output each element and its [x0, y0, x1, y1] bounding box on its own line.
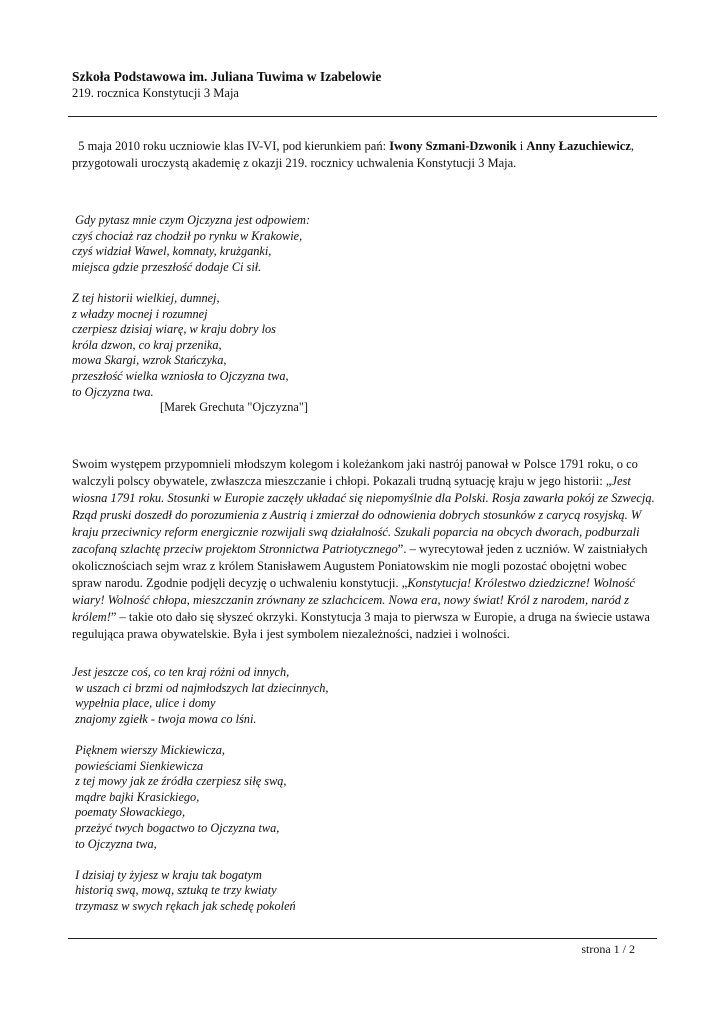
school-name: Szkoła Podstawowa im. Juliana Tuwima w Izabelowie: [72, 69, 382, 84]
poem-ojczyzna-part2: [72, 665, 432, 915]
poem-line: miejsca gdzie przeszłość dodaje Ci sił.: [72, 259, 262, 274]
stanza-gap: [72, 852, 432, 868]
poem-line: historią swą, mową, sztuką te trzy kwiaty: [72, 883, 277, 898]
poem-line: mądre bajki Krasickiego,: [72, 789, 200, 804]
document-subtitle: 219. rocznica Konstytucji 3 Maja: [72, 86, 239, 100]
poem-line: wypełnia place, ulice i domy: [72, 696, 216, 711]
page-number: strona 1 / 2: [581, 942, 635, 956]
poem-line: Z tej historii wielkiej, dumnej,: [72, 290, 220, 305]
poem-line: czerpiesz dzisiaj wiarę, w kraju dobry los: [72, 322, 276, 337]
document-header: [72, 68, 657, 101]
poem-line: poematy Słowackiego,: [72, 805, 186, 820]
poem-line: Pięknem wierszy Mickiewicza,: [72, 742, 225, 757]
poem-line: I dzisiaj ty żyjesz w kraju tak bogatym: [72, 867, 262, 882]
poem-line: Jest jeszcze coś, co ten kraj różni od innych,: [72, 665, 290, 679]
body-quote-1: Jest wiosna 1791 roku. Stosunki w Europie zaczęły układać się niepomyślnie dla Polski. Rosja zawarła pokój ze Szwecją. Rząd pruski doszedł do porozumienia z Austrią i zmierzał do odnowienia dobrych stosunków z carycą rosyjską. W kraju przeciwnicy reform energicznie rozwijali swą działalność. Szukali poparcia na obcych dworach, podburzali zacofaną szlachtę przeciw projektom Stronnictwa Patriotycznego: [72, 474, 655, 556]
body-quote-2: Konstytucja! Królestwo dziedziczne! Wolność wiary! Wolność chłopa, mieszczanin zrównany ze szlachcicem. Nowa era, nowy świat! Król z narodem, naród z królem!: [72, 576, 635, 624]
header-divider: [68, 116, 657, 117]
stanza-gap: [72, 727, 432, 743]
poem-line: to Ojczyzna twa,: [72, 836, 157, 851]
poem-line: to Ojczyzna twa.: [72, 384, 154, 399]
body-paragraph: [72, 456, 657, 643]
poem-line: znajomy zgiełk - twoja mowa co lśni.: [72, 711, 257, 726]
body-text-1: Swoim występem przypomnieli młodszym kolegom i koleżankom jaki nastrój panował w Polsce 1791 roku, o co walczyli polscy obywatele, zwłaszcza mieszczanie i chłopi. Pokazali trudną sytuację kraju w jego historii: „: [72, 457, 638, 488]
poem-line: z tej mowy jak ze źródła czerpiesz siłę swą,: [72, 774, 287, 789]
poem-line: trzymasz w swych rękach jak schedę pokoleń: [72, 898, 296, 913]
poem-line: przeszłość wielka wzniosła to Ojczyzna twa,: [72, 368, 289, 383]
body-text-2: ”. – wyrecytował jeden z uczniów. W zaistniałych okolicznościach sejm wraz z królem Stanisławem Augustem Poniatowskim nie mogli pozostać obojętni wobec spraw narodu. Zgodnie podjęli decyzję o uchwaleniu konstytucji. „: [72, 542, 648, 590]
stanza-gap: [72, 275, 432, 291]
poem-attribution: [Marek Grechuta "Ojczyzna"]: [160, 400, 308, 415]
poem-line: czyś widział Wawel, komnaty, krużganki,: [72, 244, 272, 259]
poem-line: powieściami Sienkiewicza: [72, 758, 204, 773]
poem-line: przeżyć twych bogactwo to Ojczyzna twa,: [72, 820, 280, 835]
poem-line: z władzy mocnej i rozumnej: [72, 306, 208, 321]
intro-paragraph: [72, 138, 657, 172]
poem-line: w uszach ci brzmi od najmłodszych lat dziecinnych,: [72, 680, 329, 695]
teacher-name-2: Anny Łazuchiewicz: [526, 139, 631, 153]
poem-ojczyzna-part1: [72, 213, 432, 416]
intro-text-1: 5 maja 2010 roku uczniowie klas IV-VI, pod kierunkiem pań:: [78, 139, 390, 153]
poem-line: Gdy pytasz mnie czym Ojczyzna jest odpowiem:: [72, 213, 311, 227]
intro-text-2: i: [516, 139, 527, 153]
poem-line: mowa Skargi, wzrok Stańczyka,: [72, 353, 227, 368]
intro-text-3: , przygotowali uroczystą akademię z okazji 219. rocznicy uchwalenia Konstytucji 3 Maja.: [72, 139, 635, 170]
body-text-3: ” – takie oto dało się słyszeć okrzyki. Konstytucja 3 maja to pierwsza w Europie, a druga na świecie ustawa regulująca prawa obywatelskie. Była i jest symbolem niezależności, nadziei i wolności.: [72, 610, 650, 641]
footer-divider: [68, 938, 657, 939]
poem-line: króla dzwon, co kraj przenika,: [72, 337, 222, 352]
poem-line: czyś chociaż raz chodził po rynku w Krakowie,: [72, 228, 303, 243]
teacher-name-1: Iwony Szmani-Dzwonik: [389, 139, 517, 153]
